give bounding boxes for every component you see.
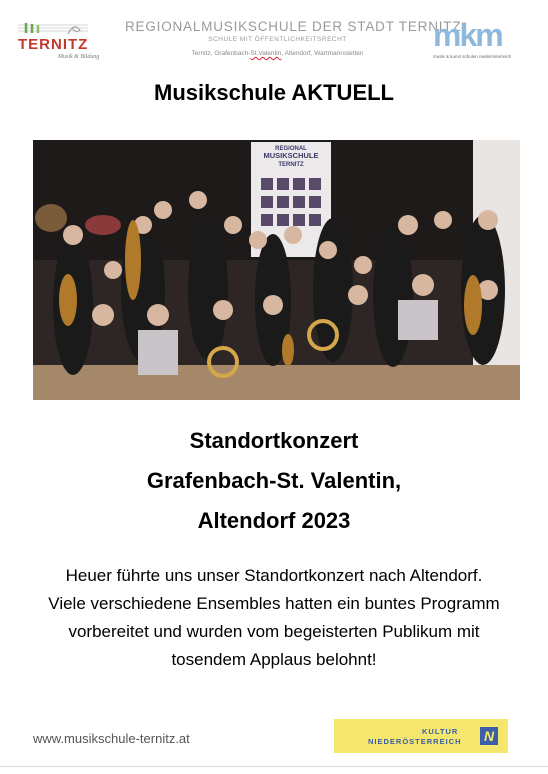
- locations-part-3: , Altendorf, Wartmannstetten: [281, 50, 364, 57]
- mkm-logo-letters: mkm: [433, 17, 502, 53]
- heading-line-1: Standortkonzert: [189, 428, 359, 453]
- group-photo-illustration: [33, 140, 520, 400]
- body-line-3: vorbereitet und wurden vom begeisterten Publikum mit: [68, 622, 480, 641]
- noe-badge-icon: N: [480, 727, 498, 745]
- ternitz-logo[interactable]: [18, 14, 118, 68]
- mkm-logo[interactable]: [433, 18, 513, 64]
- kultur-noe-logo[interactable]: [334, 719, 508, 753]
- page-header: [0, 0, 548, 72]
- school-locations: [125, 50, 430, 57]
- banner-line-3: TERNITZ: [278, 162, 304, 168]
- banner-line-2: MUSIKSCHULE: [263, 151, 319, 160]
- article-text: [20, 562, 528, 674]
- footer-divider: [0, 766, 548, 767]
- website-link[interactable]: www.musikschule-ternitz.at: [33, 731, 190, 746]
- school-name: REGIONALMUSIKSCHULE DER STADT TERNITZ: [125, 19, 462, 34]
- music-staff-icon: [18, 22, 88, 36]
- school-info: [125, 19, 462, 57]
- banner-line-1: REGIONAL: [275, 146, 307, 152]
- sponsor-line-1: KULTUR: [422, 727, 459, 736]
- logo-brand-text: TERNITZ: [18, 36, 89, 53]
- locations-part-2: St.Valentin: [250, 50, 282, 57]
- heading-line-3: Altendorf 2023: [197, 508, 351, 533]
- body-line-2: Viele verschiedene Ensembles hatten ein buntes Programm: [48, 594, 500, 613]
- school-subtitle: SCHULE MIT ÖFFENTLICHKEITSRECHT: [208, 36, 347, 43]
- ensemble-photo: [33, 140, 520, 400]
- page-title: Musikschule AKTUELL: [154, 80, 394, 105]
- concert-heading: [0, 421, 548, 541]
- locations-part-1: Ternitz, Grafenbach-: [191, 50, 251, 57]
- mkm-logo-caption: musik & kunst schulen niederösterreich: [433, 54, 512, 59]
- body-line-4: tosendem Applaus belohnt!: [171, 650, 377, 669]
- body-line-1: Heuer führte uns unser Standortkonzert nach Altendorf.: [65, 566, 483, 585]
- sponsor-line-2: NIEDERÖSTERREICH: [368, 737, 462, 746]
- heading-line-2: Grafenbach-St. Valentin,: [146, 468, 402, 493]
- logo-tagline: Musik & Bildung: [58, 54, 100, 60]
